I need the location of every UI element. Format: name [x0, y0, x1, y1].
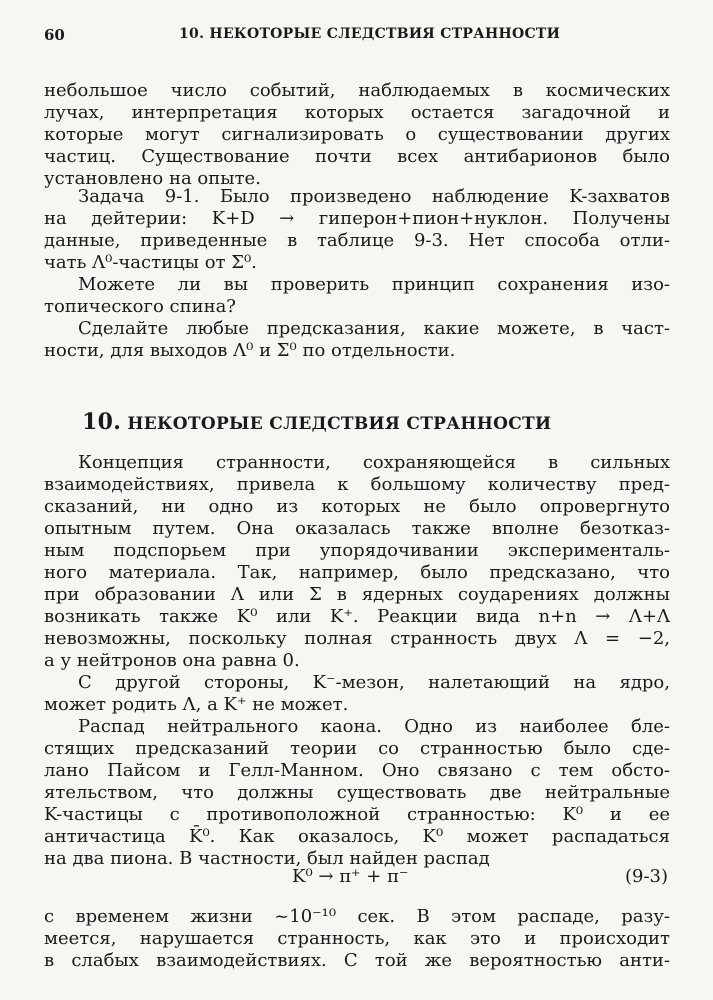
text-line: а у нейтронов она равна 0.	[44, 650, 300, 671]
page-header	[44, 26, 669, 48]
paragraph-strangeness	[44, 452, 670, 870]
text-line: на два пиона. В частности, был найден распад	[44, 848, 490, 869]
text-line: на дейтерии: K+D → гиперон+пион+нуклон. Получены	[44, 208, 670, 229]
text-line: ятельством, что должны существовать две нейтральные	[44, 782, 670, 803]
text-line: ного материала. Так, например, было предсказано, что	[44, 562, 670, 583]
text-line: установлено на опыте.	[44, 168, 261, 189]
text-line: невозможны, поскольку полная странность двух Λ = −2,	[44, 628, 670, 649]
text-line: лано Пайсом и Гелл-Манном. Оно связано с тем обсто-	[44, 760, 670, 781]
text-line: при образовании Λ или Σ в ядерных соударениях должны	[44, 584, 670, 605]
text-line: С другой стороны, K⁻-мезон, налетающий на ядро,	[78, 672, 670, 693]
text-line: которые могут сигнализировать о существовании других	[44, 124, 670, 145]
text-line: лучах, интерпретация которых остается загадочной и	[44, 102, 670, 123]
running-title: 10. НЕКОТОРЫЕ СЛЕДСТВИЯ СТРАННОСТИ	[179, 26, 561, 42]
text-line: частиц. Существование почти всех антибарионов было	[44, 146, 670, 167]
text-line: взаимодействиях, привела к большому количеству пред-	[44, 474, 670, 495]
text-line: Распад нейтрального каона. Одно из наиболее бле-	[78, 716, 670, 737]
text-line: стящих предсказаний теории со странностью было сде-	[44, 738, 670, 759]
text-line: может родить Λ, а K⁺ не может.	[44, 694, 349, 715]
text-line: ности, для выходов Λ⁰ и Σ⁰ по отдельности.	[44, 340, 456, 361]
text-line: Можете ли вы проверить принцип сохранения изо-	[78, 274, 670, 295]
text-line: K-частицы с противоположной странностью: K⁰ и ее	[44, 804, 670, 825]
text-line: ным подспорьем при упорядочивании эксперименталь-	[44, 540, 670, 561]
text-line: меется, нарушается странность, как это и происходит	[44, 928, 670, 949]
text-line: античастица K̄⁰. Как оказалось, K⁰ может распадаться	[44, 826, 670, 847]
text-line: с временем жизни ~10⁻¹⁰ сек. В этом распаде, разу-	[44, 906, 670, 927]
text-line: опытным путем. Она оказалась также вполне безотказ-	[44, 518, 670, 539]
paragraph-cosmic-rays	[44, 80, 670, 190]
paragraph-lifetime	[44, 906, 670, 972]
text-line: в слабых взаимодействиях. С той же вероятностью анти-	[44, 950, 670, 971]
text-line: данные, приведенные в таблице 9-3. Нет способа отли-	[44, 230, 670, 251]
text-line: Задача 9-1. Было произведено наблюдение K-захватов	[78, 186, 670, 207]
decay-formula: K⁰ → π⁺ + π⁻	[292, 866, 409, 887]
text-line: возникать также K⁰ или K⁺. Реакции вида n+n → Λ+Λ	[44, 606, 670, 627]
problem-9-1	[44, 186, 670, 362]
text-line: Сделайте любые предсказания, какие можете, в част-	[78, 318, 670, 339]
section-title-text: НЕКОТОРЫЕ СЛЕДСТВИЯ СТРАННОСТИ	[127, 414, 552, 434]
text-line: небольшое число событий, наблюдаемых в космических	[44, 80, 670, 101]
text-line: чать Λ⁰-частицы от Σ⁰.	[44, 252, 257, 273]
section-number: 10.	[82, 409, 122, 435]
text-line: Концепция странности, сохраняющейся в сильных	[78, 452, 670, 473]
text-line: топического спина?	[44, 296, 236, 317]
page-number: 60	[44, 26, 65, 44]
text-line: сказаний, ни одно из которых не было опровергнуто	[44, 496, 670, 517]
section-heading	[82, 409, 551, 437]
equation-number: (9-3)	[624, 866, 668, 887]
